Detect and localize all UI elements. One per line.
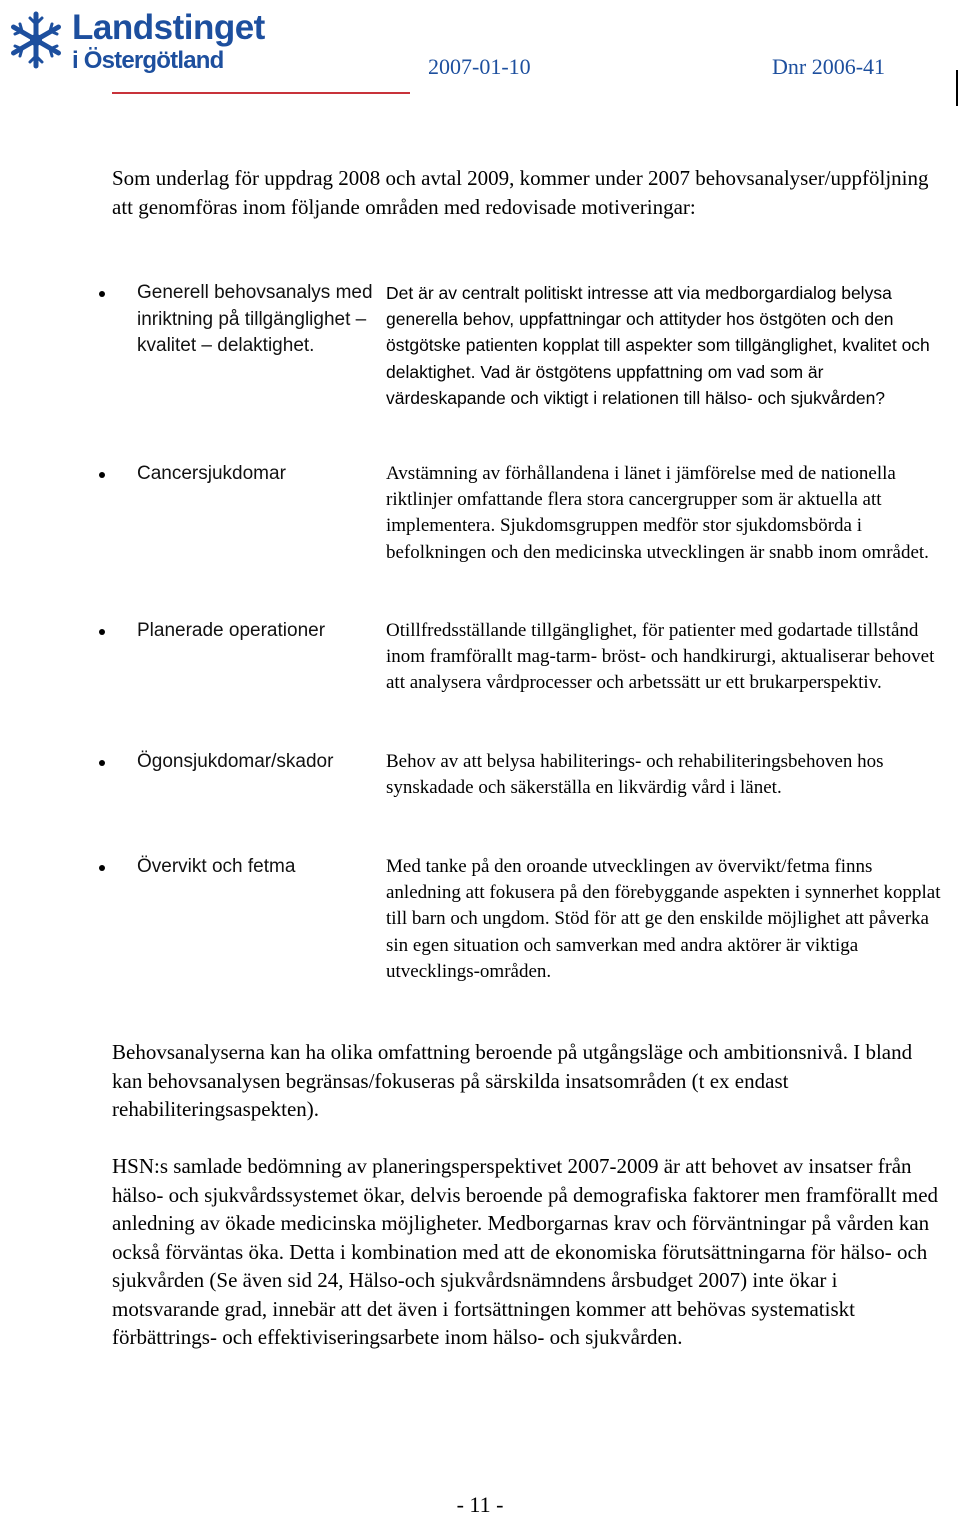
list-item-description: Det är av centralt politiskt intresse att via medborgardialog belysa generella behov, uppfattningar och attityder hos östgöten och den östgötske patienten kopplat till aspekter som tillgänglighet, kvalitet och delaktighet. Vad är östgötens uppfattning om vad som är värdeskapande och viktigt i relationen till hälso- och sjukvården? bbox=[386, 283, 930, 408]
body-paragraph: Behovsanalyserna kan ha olika omfattning beroende på utgångsläge och ambitionsnivå. I bland kan behovsanalysen begränsas/fokuseras på särskilda insatsområden (t ex endast rehabiliteringsaspekten). bbox=[112, 1040, 913, 1121]
intro-paragraph: Som underlag för uppdrag 2008 och avtal 2009, kommer under 2007 behovsanalyser/uppföljning att genomföras inom följande områden med redovisade motiveringar: bbox=[112, 166, 929, 219]
document-number: Dnr 2006-41 bbox=[772, 54, 886, 79]
list-item-description: Otillfredsställande tillgänglighet, för patienter med godartade tillstånd inom framförallt mag-tarm- bröst- och handkirurgi, aktualiserar behovet att analysera vårdprocesser och arbetssätt ur ett brukarperspektiv. bbox=[386, 620, 935, 694]
list-item-description: Behov av att belysa habiliterings- och rehabiliteringsbehoven hos synskadade och säkerställa en likvärdig vård i länet. bbox=[386, 751, 884, 799]
page-edge-mark bbox=[956, 70, 958, 106]
logo-subtitle: i Östergötland bbox=[72, 47, 224, 74]
list-item-description: Med tanke på den oroande utvecklingen av övervikt/fetma finns anledning att fokusera på den förebyggande aspekten i synnerhet kopplat till barn och ungdom. Stöd för att ge den enskilde möjlighet att påverka sin egen situation och samverkan med andra aktörer är viktiga utvecklings-områden. bbox=[386, 856, 941, 982]
logo-title: Landstinget bbox=[72, 8, 265, 47]
logo-underline bbox=[112, 92, 410, 94]
page-number: - 11 - bbox=[456, 1492, 504, 1517]
list-item-label: Planerade operationer bbox=[137, 620, 326, 641]
bullet-icon bbox=[99, 865, 105, 871]
list-item-label: Cancersjukdomar bbox=[137, 463, 286, 484]
bullet-icon bbox=[99, 472, 105, 478]
logo bbox=[6, 8, 406, 98]
document-date: 2007-01-10 bbox=[428, 54, 531, 79]
snowflake-logo-icon bbox=[6, 10, 66, 70]
bullet-icon bbox=[99, 629, 105, 635]
list-item-label: Övervikt och fetma bbox=[137, 856, 296, 877]
list-item-label: Generell behovsanalys med inriktning på tillgänglighet – kvalitet – delaktighet. bbox=[137, 282, 373, 356]
list-item-description: Avstämning av förhållandena i länet i jämförelse med de nationella riktlinjer omfattande flera stora cancergrupper som är aktuella att implementera. Sjukdomsgruppen medför stor sjukdomsbörda i befolkningen och den medicinska utvecklingen är snabb inom området. bbox=[386, 463, 929, 563]
bullet-icon bbox=[99, 760, 105, 766]
bullet-icon bbox=[99, 291, 105, 297]
body-paragraph: HSN:s samlade bedömning av planeringsperspektivet 2007-2009 är att behovet av insatser från hälso- och sjukvårdssystemet ökar, delvis beroende på demografiska faktorer men framförallt med anledning av ökade medicinska möjligheter. Medborgarnas krav och förväntningar på vården kan också förväntas öka. Detta i kombination med att de ekonomiska förutsättningarna för hälso- och sjukvården (Se även sid 24, Hälso-och sjukvårdsnämndens årsbudget 2007) inte ökar i motsvarande grad, innebär att det även i fortsättningen kommer att behövas systematiskt förbättrings- och effektiviseringsarbete inom hälso- och sjukvården. bbox=[112, 1154, 939, 1349]
list-item-label: Ögonsjukdomar/skador bbox=[137, 751, 334, 772]
